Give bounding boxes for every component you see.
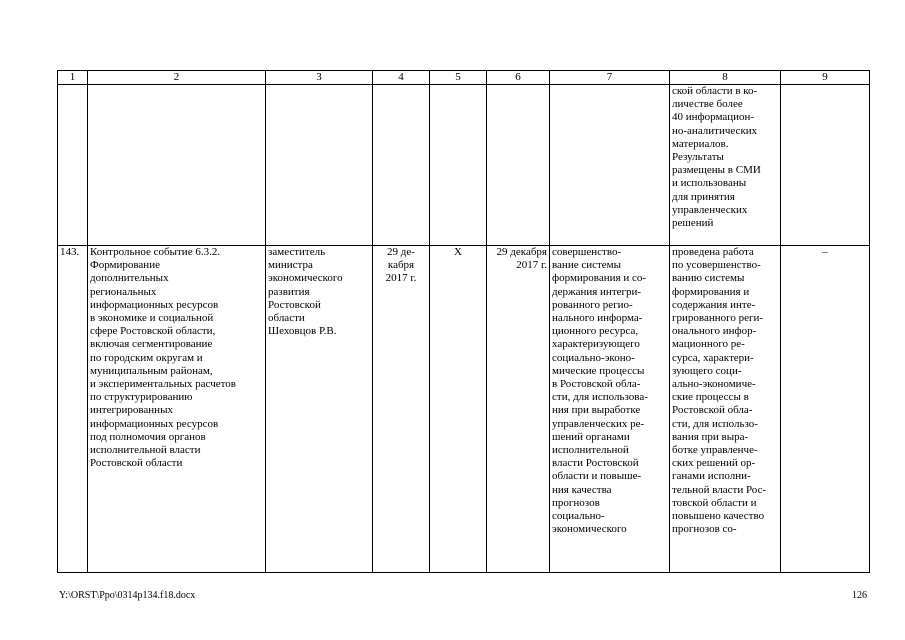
planned-date-cell (373, 85, 430, 246)
report-table (57, 70, 870, 573)
column-number: 4 (373, 71, 430, 85)
page-number: 126 (852, 590, 867, 601)
plan-cell: Х (430, 246, 487, 573)
column-number: 1 (58, 71, 88, 85)
file-path-footer: Y:\ORST\Ppo\0314p134.f18.docx (59, 590, 196, 601)
row-number-cell (58, 85, 88, 246)
column-number: 6 (487, 71, 550, 85)
column-number: 3 (266, 71, 373, 85)
event-name-cell (88, 85, 266, 246)
column-number: 5 (430, 71, 487, 85)
actual-date-cell: 29 декабря 2017 г. (487, 246, 550, 573)
column-number: 9 (781, 71, 870, 85)
row-number-cell: 143. (58, 246, 88, 573)
column-number: 8 (670, 71, 781, 85)
planned-date-cell: 29 де- кабря 2017 г. (373, 246, 430, 573)
notes-cell (781, 85, 870, 246)
actual-date-cell (487, 85, 550, 246)
responsible-cell: заместитель министра экономического развития Ростовской области Шеховцов Р.В. (266, 246, 373, 573)
column-number: 2 (88, 71, 266, 85)
responsible-cell (266, 85, 373, 246)
actual-result-cell: проведена работа по усовершенство- ванию системы формирования и содержания инте- грированного реги- онального инфор- мационного ре- сурса, характери- зующего соци- ально-экономиче- ские процессы в Ростовской обла- сти, для использо- вания при выра- ботке управленче- ских решений ор- ганами исполни- тельной власти Рос- товской области и повышено качество прогнозов со- (670, 246, 781, 573)
column-number: 7 (550, 71, 670, 85)
actual-result-cell: ской области в ко- личестве более 40 информацион- но-аналитических материалов. Результаты размещены в СМИ и использованы для принятия управленческих решений (670, 85, 781, 246)
notes-cell: – (781, 246, 870, 573)
expected-result-cell (550, 85, 670, 246)
table-row (58, 246, 870, 573)
expected-result-cell: совершенство- вание системы формирования и со- держания интегри- рованного регио- нального информа- ционного ресурса, характеризующего социально-эконо- мические процессы в Ростовской обла- сти, для использова- ния при выработке управленческих ре- шений органами исполнительной власти Ростовской области и повыше- ния качества прогнозов социально- экономического (550, 246, 670, 573)
column-number-row (58, 71, 870, 85)
event-name-cell: Контрольное событие 6.3.2. Формирование дополнительных региональных информационных ресурсов в экономике и социальной сфере Ростовской области, включая сегментирование по городским округам и муниципальным районам, и экспериментальных расчетов по структурированию интегрированных информационных ресурсов под полномочия органов исполнительной власти Ростовской области (88, 246, 266, 573)
plan-cell (430, 85, 487, 246)
table-row (58, 85, 870, 246)
